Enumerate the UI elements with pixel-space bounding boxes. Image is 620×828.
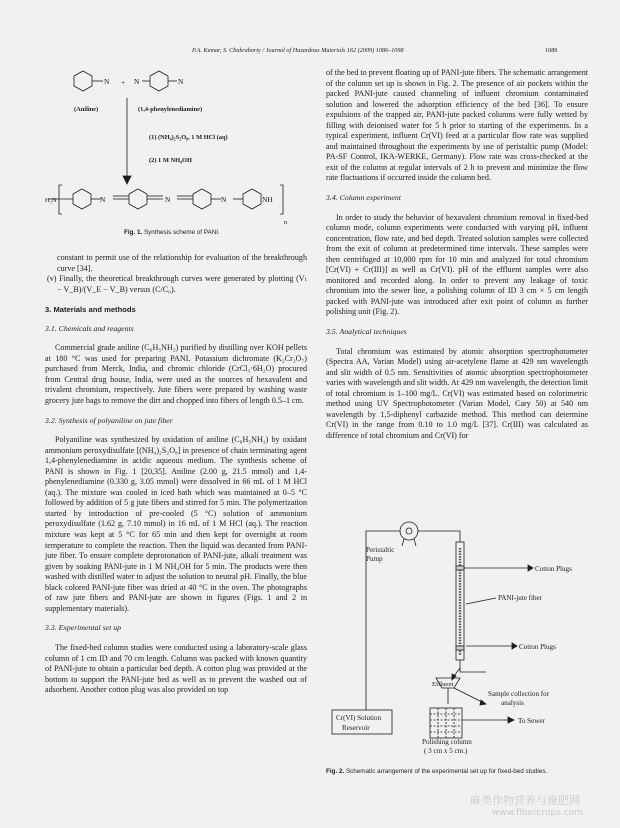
figure-1-caption-label: Fig. 1. xyxy=(124,229,143,236)
polymer-n-3: N xyxy=(221,195,227,204)
to-sewer-label: To Sewer xyxy=(518,717,545,725)
pda-ring xyxy=(150,71,168,91)
page-number: 1089 xyxy=(545,47,558,54)
reaction-step-1: (1) (NH₄)₂S₂O₈, 1 M HCl (aq) xyxy=(149,134,228,141)
paragraph-3-3: The fixed-bed column studies were conducted using a laboratory-scale glass column of 1 cm ID and 70 cm length. Column was packed with known quantity of PANI-jute to obtain a particular bed depth. A cotton plug was provided at the bottom to support the PANI-jute bed as well as to prevent the washed out of adsorbent. Another cotton plug was also provided on top xyxy=(45,642,307,695)
effluent-label: Effluent xyxy=(432,681,454,688)
paragraph-3-1: Commercial grade aniline (C₆H₅NH₂) purified by distilling over KOH pellets at 180 °C was used for preparing PANI. Potassium dichromate (K₂Cr₂O₇) purchased from Merck, India, and chromic chloride (CrCl₃·6H₂O) procured from Central drug house, India, were used as the sources of hexavalent and trivalent chromium, respectively. Jute fibers were prepared by washing waste grocery jute bags to remove the dirt and chopped into fibers of length 0.5–1 cm. xyxy=(45,343,307,406)
polymer-subscript-n: n xyxy=(284,219,288,226)
left-column xyxy=(45,253,307,696)
paragraph-setup-continued: of the bed to prevent floating up of PANI-jute fibers. The schematic arrangement of the column set up is shown in Fig. 2. The presence of air pockets within the packed PANI-jute caused channeling of influent chromium contaminated solution and lowered the adsorption efficiency of the bed [36]. To ensure expulsions of the trapped air, PANI-jute packed columns were fully wetted by filling with deionised water for 5 h prior to starting of the experiments. In a typical experiment, influent Cr(VI) feed at a particular flow rate was supplied and maintained throughout the experiments by use of peristaltic pump (Model: PA-SF Control, IKA-WERKE, Germany). Flow rate was cross-checked at the exit of the column at regular intervals of 2 h to prevent and minimize the flow rate fluctuations if occurred inside the column bed. xyxy=(326,68,588,183)
paragraph-3-4: In order to study the behavior of hexavalent chromium removal in fixed-bed column mode, column experiments were conducted with varying pH, influent concentration, flow rate, and bed depth. Treated solution samples were collected from the exit of column at predetermined time intervals. These samples were then centrifuged at 10,000 rpm for 10 min and analyzed for total chromium [Cr(VI) + Cr(III)] as well as Cr(VI). pH of the effluent samples were also monitored and recorded along. In order to prevent any leakage of toxic chromium into the sewer line, a polishing column of ID 3 cm × 5 cm length packed with PANI-jute was introduced after exit point of column as further polishing unit (Fig. 2). xyxy=(326,212,588,317)
aniline-ring xyxy=(74,71,92,91)
reservoir-label-1: Cr(VI) Solution xyxy=(336,714,382,722)
reservoir-label-2: Reservoir xyxy=(342,724,370,732)
polymer-n-1: N xyxy=(100,195,106,204)
polymer-h2n: H₂N xyxy=(45,197,57,204)
polymer-n-2: N xyxy=(165,195,171,204)
section-3-heading: 3. Materials and methods xyxy=(45,305,136,315)
paragraph-3-2: Polyaniline was synthesized by oxidation of aniline (C₆H₅NH₂) by oxidant ammonium peroxydisulfate [(NH₄)₂S₂O₈] in presence of chain terminating agent 1,4-phenylenediamine in acidic aqueous medium. The synthesis scheme of PANI is shown in Fig. 1 [20,35]. Aniline (2.00 g, 21.5 mmol) and 1,4-phenylenediamine (0.330 g, 3.05 mmol) were dissolved in 66 mL of 1 M HCl (aq.). The mixture was cooled in iced bath which was maintained at 0–5 °C followed by addition of 5 g jute fibers and stirred for 5 min. The polymerization started by introduction of pre-cooled (5 °C) solution of ammonium peroxydisulfate (1.62 g, 7.10 mmol) in 16 mL of 1 M HCl (aq.). The reaction mixture was kept at 5 °C for 65 min and then kept for overnight at room temperature to complete the reaction. Then the liquid was decanted from PANI-jute fiber. To ensure complete deprotonation of PANI-jute, alkali treatment was given by soaking PANI-jute in 1 M NH₄OH for 5 min. The products were then washed with distilled water to adjust the solution to neutral pH. Finally, the blue black colored PANI-jute fiber was dried at 40 °C in the oven. The photographs of raw jute fibers and PANI-jute are shown in figures (Figs. 1 and 2 in supplementary materials). xyxy=(45,435,307,613)
polishing-label-1: Polishing column xyxy=(422,738,472,746)
figure-2-caption xyxy=(326,768,547,775)
polishing-label-2: ( 3 cm x 5 cm.) xyxy=(424,747,468,755)
polymer-ring-4 xyxy=(243,189,261,209)
subsection-3-5-heading: 3.5. Analytical techniques xyxy=(326,327,407,337)
sample-label-2: analysis xyxy=(501,699,524,707)
right-column xyxy=(326,68,588,442)
polymer-ring-2 xyxy=(129,189,147,209)
cotton-plugs-bottom-label: Cotton Plugs xyxy=(519,643,556,651)
cotton-plugs-top-label: Cotton Plugs xyxy=(535,565,572,573)
paragraph-3-5: Total chromium was estimated by atomic absorption spectrophotometer (Spectra AA, Varian Model) using air-acetylene flame at 429 nm wavelength and slit width of 0.5 nm. Sensitivities of atomic absorption spectrophotometer varies with wavelength and slit width. At 429 nm wavelength, the detection limit of total chromium is 1–100 mg/L. Cr(VI) was estimated based on colorimetric method using UV Spectrophotometer (Varian Model, Cary 50) at 540 nm wavelength by 1,5-diphenyl carbazide method. This method can determine Cr(VI) in the range from 0.10 to 1.0 mg/L [37]. Cr(III) was calculated as difference of total chromium and Cr(VI) for xyxy=(326,346,588,440)
peristaltic-pump-icon xyxy=(400,522,418,540)
reaction-step-2: (2) 1 M NH₄OH xyxy=(149,157,192,164)
figure-2-schematic xyxy=(326,518,588,755)
breakthrough-continued: constant to permit use of the relationship for evaluation of the breakthrough curve [34]. xyxy=(57,253,307,273)
pda-n-left: N xyxy=(134,77,140,86)
watermark-text: 麻类作物营养与施肥网 xyxy=(470,794,580,807)
figure-2-caption-text: Schematic arrangement of the experimental set up for fixed-bed studies. xyxy=(345,768,548,775)
header-citation: P.A. Kumar, S. Chakraborty / Journal of Hazardous Materials 162 (2009) 1086–1098 xyxy=(192,47,404,54)
pani-jute-fiber-label: PANI-jute fiber xyxy=(498,594,543,602)
figure-1-scheme xyxy=(45,64,307,229)
polymer-nh: NH xyxy=(262,195,273,204)
subsection-3-2-heading: 3.2. Synthesis of polyaniline on jute fiber xyxy=(45,415,173,425)
running-header xyxy=(0,47,620,59)
subsection-3-1-heading: 3.1. Chemicals and reagents xyxy=(45,323,134,333)
figure-1-caption xyxy=(124,229,220,236)
subsection-3-4-heading: 3.4. Column experiment xyxy=(326,193,401,203)
figure-1-caption-text: Synthesis scheme of PANI. xyxy=(143,229,220,236)
aniline-n: N xyxy=(104,77,110,86)
plus-sign: + xyxy=(121,78,126,87)
sample-label-1: Sample collection for xyxy=(488,690,550,698)
polymer-ring-3 xyxy=(193,189,211,209)
aniline-label: (Aniline) xyxy=(74,106,99,113)
list-item-v: (v) Finally, the theoretical breakthrough curves were generated by plotting (Vₜ − V_B)/(V_E − V_B) versus (C/C₀). xyxy=(47,274,307,294)
subsection-3-3-heading: 3.3. Experimental set up xyxy=(45,623,122,633)
pump-label-2: Pump xyxy=(366,555,383,563)
watermark-url: www.fibercrops.com xyxy=(492,808,583,818)
figure-2-caption-label: Fig. 2. xyxy=(326,768,345,775)
pda-label: (1,4-phenylenediamine) xyxy=(138,106,203,113)
polymer-ring-1 xyxy=(73,189,91,209)
pda-n-right: N xyxy=(178,77,184,86)
pump-label-1: Peristaltic xyxy=(366,546,395,554)
